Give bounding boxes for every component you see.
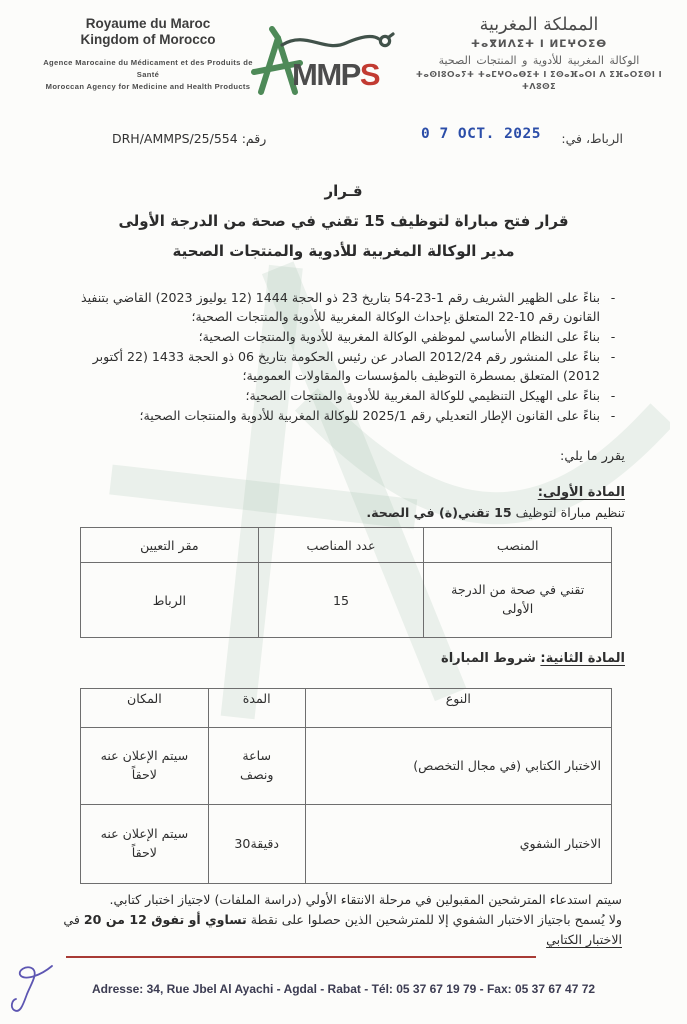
col-header-count: عدد المناصب [258, 528, 424, 563]
kingdom-name-tifinagh: ⵜⴰⴳⵍⴷⵉⵜ ⵏ ⵍⵎⵖⵔⵉⴱ [470, 38, 608, 51]
cell-exam-type: الاختبار الكتابي (في مجال التخصص) [305, 728, 611, 805]
red-underline-rule [66, 956, 536, 958]
title-subject: قرار فتح مباراة لتوظيف 15 تقني في صحة من الدرجة الأولى [118, 212, 569, 230]
list-item: - بناءً على المنشور رقم 2012/24 الصادر عن رئيس الحكومة بتاريخ 06 ذو الحجة 1433 (22 أكتوبر 2012) المتعلق بمسطرة التوظيف بالمؤسسات والمقاولات العمومية؛ [60, 347, 626, 385]
positions-table [80, 527, 612, 638]
dash-bullet-icon: - [610, 290, 616, 305]
date-stamp: 0 7 OCT. 2025 [421, 126, 541, 142]
article1-body: تنظيم مباراة لتوظيف 15 تقني(ة) في الصحة. [366, 505, 625, 520]
cell-duration: 30دقيقة [208, 805, 305, 884]
place-date-label: الرباط، في: [561, 131, 623, 146]
kingdom-name-ar: المملكة المغربية [479, 15, 599, 35]
decision-title [0, 176, 687, 266]
decision-intro: يقرر ما يلي: [560, 449, 625, 464]
cell-location: الرباط [81, 563, 259, 638]
agency-name-en: Moroccan Agency for Medicine and Health Products [45, 82, 251, 92]
agency-name-fr: Agence Marocaine du Médicament et des Produits de Santé [43, 57, 253, 79]
table-header-row [81, 689, 612, 728]
dash-bullet-icon: - [610, 388, 616, 403]
header-left [42, 16, 254, 93]
title-authority: مدير الوكالة المغربية للأدوية والمنتجات الصحية [172, 242, 515, 260]
cell-place: سيتم الإعلان عنه لاحقاً [81, 728, 209, 805]
col-header-place: المكان [81, 689, 209, 728]
stethoscope-swoosh-icon [282, 34, 393, 46]
table-row [81, 728, 612, 805]
reference-number: رقم: 554/DRH/AMMPS/25 [112, 131, 267, 146]
agency-name-tifinagh: ⵜⴰⵙⵏⵓⵔⴰⵢⵜ ⵜⴰⵎⵖⵔⴰⴱⵉⵜ ⵏ ⵉⵙⴰⴼⴰⵔⵏ ⴷ ⵉⴼⴰⵔⵉⵙⵏ ⵏ ⵜⴷⵓⵙⵉ [415, 69, 663, 91]
table-row [81, 563, 612, 638]
table-header-row [81, 528, 612, 563]
list-item: - بناءً على الهيكل التنظيمي للوكالة المغربية للأدوية والمنتجات الصحية؛ [60, 386, 626, 405]
cell-count: 15 [258, 563, 424, 638]
cell-duration: ساعة ونصف [208, 728, 305, 805]
agency-name-latin [42, 57, 254, 93]
list-item: - بناءً على النظام الأساسي لموظفي الوكالة المغربية للأدوية والمنتجات الصحية؛ [60, 327, 626, 346]
cell-place: سيتم الإعلان عنه لاحقاً [81, 805, 209, 884]
dash-bullet-icon: - [610, 349, 616, 364]
article1-heading: المادة الأولى: [537, 485, 625, 500]
preamble-list [60, 288, 626, 426]
cell-position: تقني في صحة من الدرجة الأولى [424, 563, 612, 638]
header-right [398, 12, 680, 93]
title-word: قـرار [324, 182, 363, 200]
article2-heading: المادة الثانية: شروط المباراة [441, 651, 625, 666]
list-item: - بناءً على القانون الإطار التعديلي رقم 2025/1 للوكالة المغربية للأدوية والمنتجات الصحية؛ [60, 406, 626, 425]
cell-exam-type: الاختبار الشفوي [305, 805, 611, 884]
closing-paragraph: سيتم استدعاء المترشحين المقبولين في مرحلة الانتقاء الأولي (دراسة الملفات) لاجتياز اختبار كتابي. ولا يُسمح باجتياز الاختبار الشفوي إلا للمترشحين الذين حصلوا على نقطة تساوي أو تفوق 12 من 20 في الاختبار الكتابي [63, 892, 622, 947]
exam-conditions-table [80, 688, 612, 884]
country-name-fr: Royaume du Maroc [85, 16, 211, 31]
logo-letters: MMPS [292, 57, 380, 92]
col-header-location: مقر التعيين [81, 528, 259, 563]
col-header-position: المنصب [424, 528, 612, 563]
dash-bullet-icon: - [610, 408, 616, 423]
country-name-en: Kingdom of Morocco [80, 31, 216, 47]
col-header-type: النوع [305, 689, 611, 728]
footer-address: Adresse: 34, Rue Jbel Al Ayachi - Agdal - Rabat - Tél: 05 37 67 19 79 - Fax: 05 37 67 47 72 [91, 982, 596, 996]
list-item: - بناءً على الظهير الشريف رقم 1-23-54 بتاريخ 23 ذو الحجة 1444 (12 يوليوز 2023) القاضي بتنفيذ القانون رقم 10-22 المتعلق بإحداث الوكالة المغربية للأدوية والمنتجات الصحية؛ [60, 288, 626, 326]
col-header-duration: المدة [208, 689, 305, 728]
agency-name-ar: الوكالة المغربية للأدوية و المنتجات الصحية [438, 53, 640, 67]
dash-bullet-icon: - [610, 329, 616, 344]
table-row [81, 805, 612, 884]
ammps-logo [248, 26, 400, 102]
